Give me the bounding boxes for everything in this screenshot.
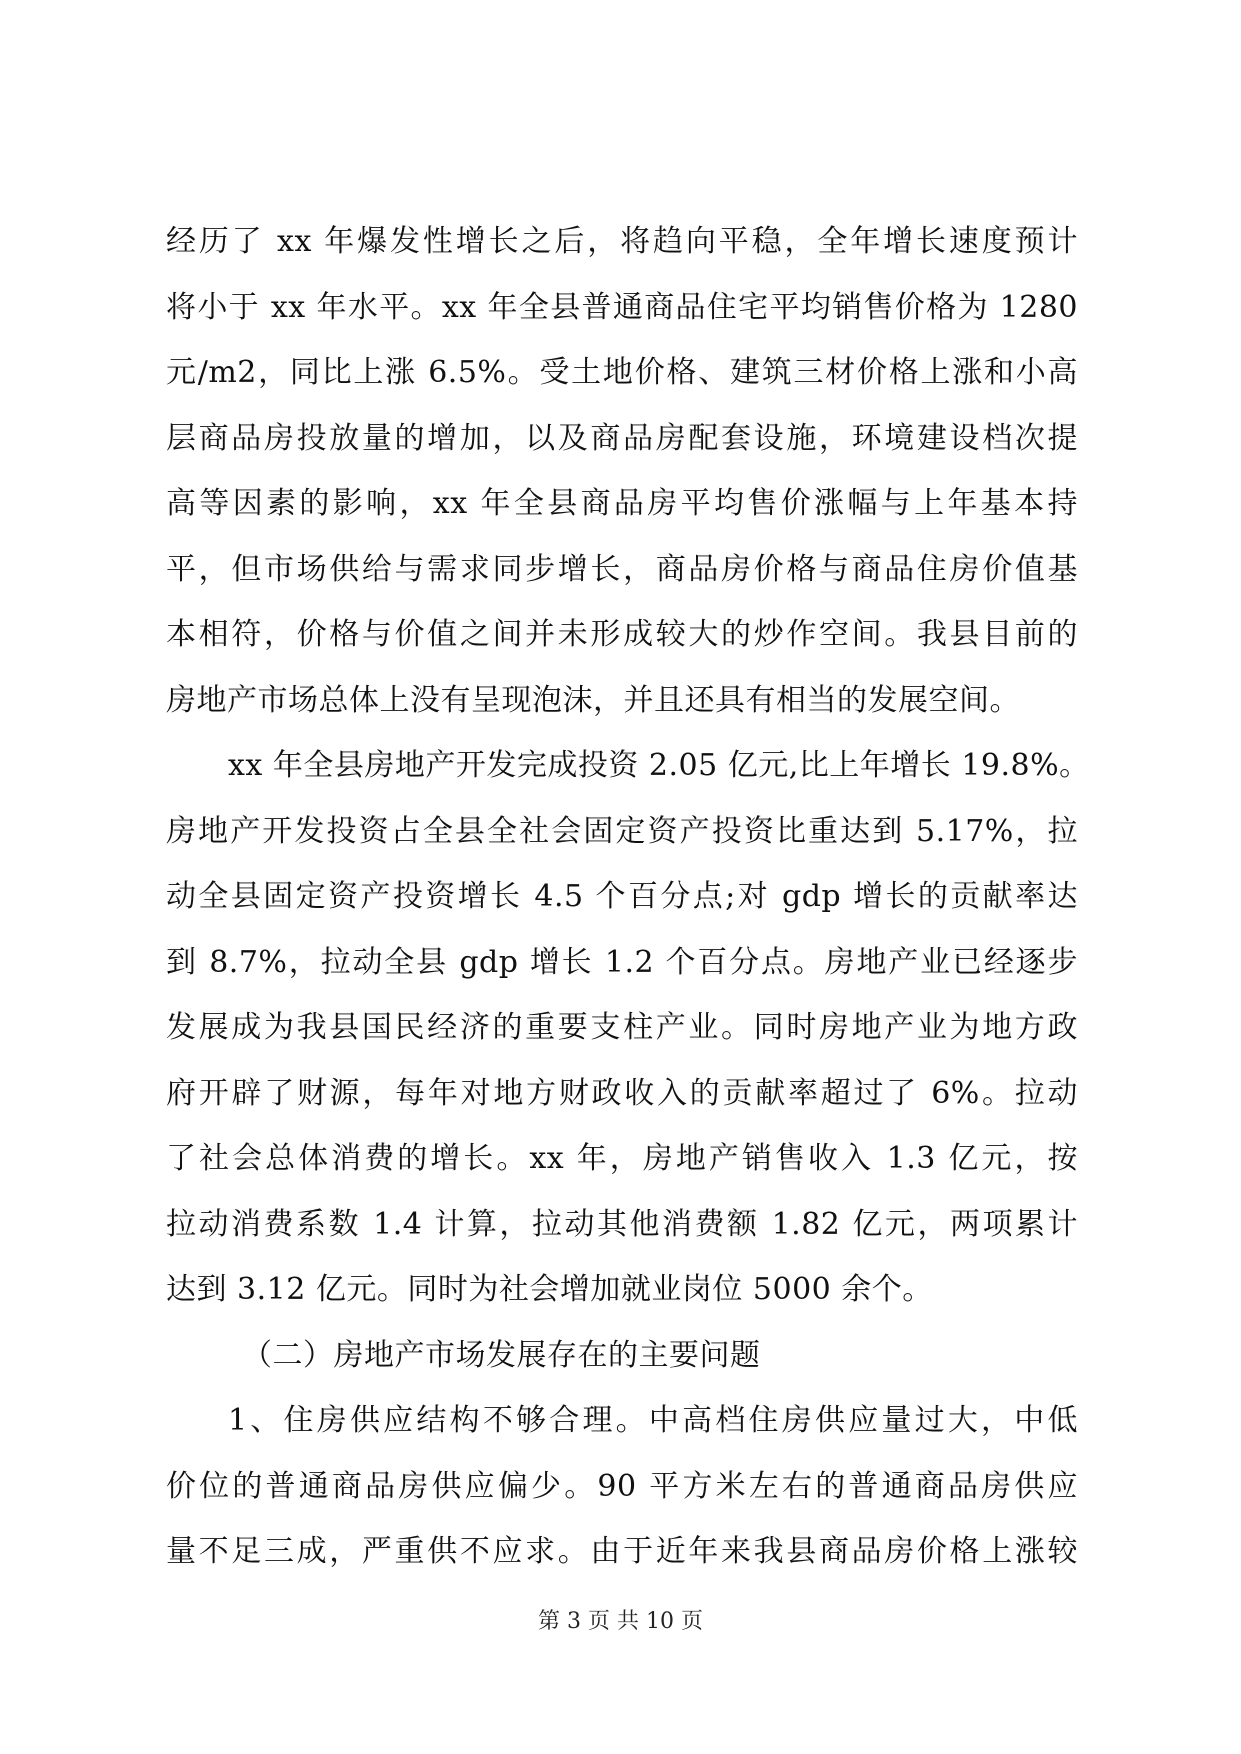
text-line: xx 年全县房地产开发完成投资 2.05 亿元,比上年增长 19.8%。 <box>228 748 1090 783</box>
text-line: 本相符，价格与价值之间并未形成较大的炒作空间。我县目前的 <box>166 617 1078 652</box>
text-line: 府开辟了财源，每年对地方财政收入的贡献率超过了 6%。拉动 <box>166 1075 1078 1111</box>
text-line: 高等因素的影响，xx 年全县商品房平均售价涨幅与上年基本持 <box>166 486 1078 521</box>
text-line: 元/m2，同比上涨 6.5%。受土地价格、建筑三材价格上涨和小高 <box>166 355 1078 390</box>
text-line: 发展成为我县国民经济的重要支柱产业。同时房地产业为地方政 <box>166 1010 1078 1045</box>
paragraph-2 <box>166 733 1090 1323</box>
text-line: 将小于 xx 年水平。xx 年全县普通商品住宅平均销售价格为 1280 <box>166 289 1078 325</box>
text-line: 房地产市场总体上没有呈现泡沫，并且还具有相当的发展空间。 <box>166 682 1020 718</box>
text-line: 平，但市场供给与需求同步增长，商品房价格与商品住房价值基 <box>166 551 1078 587</box>
text-line: 动全县固定资产投资增长 4.5 个百分点;对 gdp 增长的贡献率达 <box>166 879 1078 914</box>
paragraph-1 <box>166 209 1078 733</box>
text-line: 达到 3.12 亿元。同时为社会增加就业岗位 5000 余个。 <box>166 1272 933 1307</box>
section-heading-text: （二）房地产市场发展存在的主要问题 <box>242 1337 761 1373</box>
text-line: 房地产开发投资占全县全社会固定资产投资比重达到 5.17%，拉 <box>166 813 1078 849</box>
section-heading <box>166 1323 1078 1389</box>
page-number-footer: 第 3 页 共 10 页 <box>538 1609 703 1634</box>
paragraph-3 <box>166 1388 1078 1585</box>
text-line: 层商品房投放量的增加，以及商品房配套设施，环境建设档次提 <box>166 420 1078 456</box>
text-line: 拉动消费系数 1.4 计算，拉动其他消费额 1.82 亿元，两项累计 <box>166 1206 1078 1242</box>
document-body <box>166 209 1090 1585</box>
text-line: 价位的普通商品房供应偏少。90 平方米左右的普通商品房供应 <box>166 1468 1078 1504</box>
text-line: 1、住房供应结构不够合理。中高档住房供应量过大，中低 <box>228 1403 1078 1438</box>
text-line: 到 8.7%，拉动全县 gdp 增长 1.2 个百分点。房地产业已经逐步 <box>166 944 1078 980</box>
text-line: 了社会总体消费的增长。xx 年，房地产销售收入 1.3 亿元，按 <box>166 1141 1078 1176</box>
text-line: 经历了 xx 年爆发性增长之后，将趋向平稳，全年增长速度预计 <box>166 224 1078 259</box>
text-line: 量不足三成，严重供不应求。由于近年来我县商品房价格上涨较 <box>166 1534 1078 1569</box>
